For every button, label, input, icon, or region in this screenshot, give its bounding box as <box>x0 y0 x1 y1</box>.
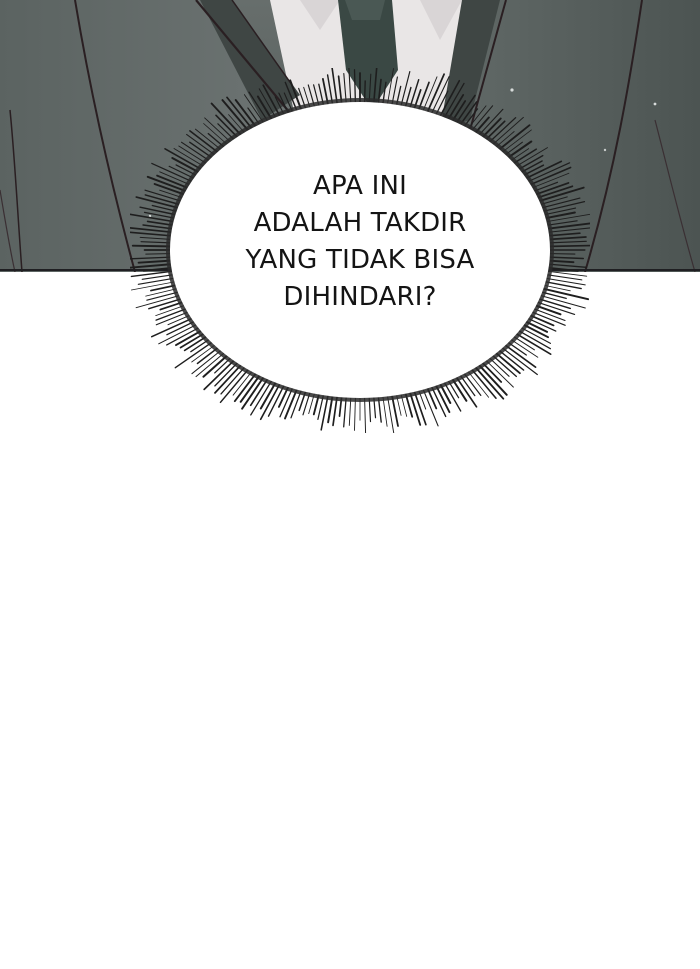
speech-line-3: YANG TIDAK BISA <box>245 245 475 275</box>
speech-line-4: DIHINDARI? <box>283 282 437 312</box>
speech-line-2: ADALAH TAKDIR <box>253 208 467 238</box>
speech-bubble-text <box>190 168 530 316</box>
speech-line-1: APA INI <box>312 171 408 201</box>
speech-bubble <box>130 68 590 433</box>
